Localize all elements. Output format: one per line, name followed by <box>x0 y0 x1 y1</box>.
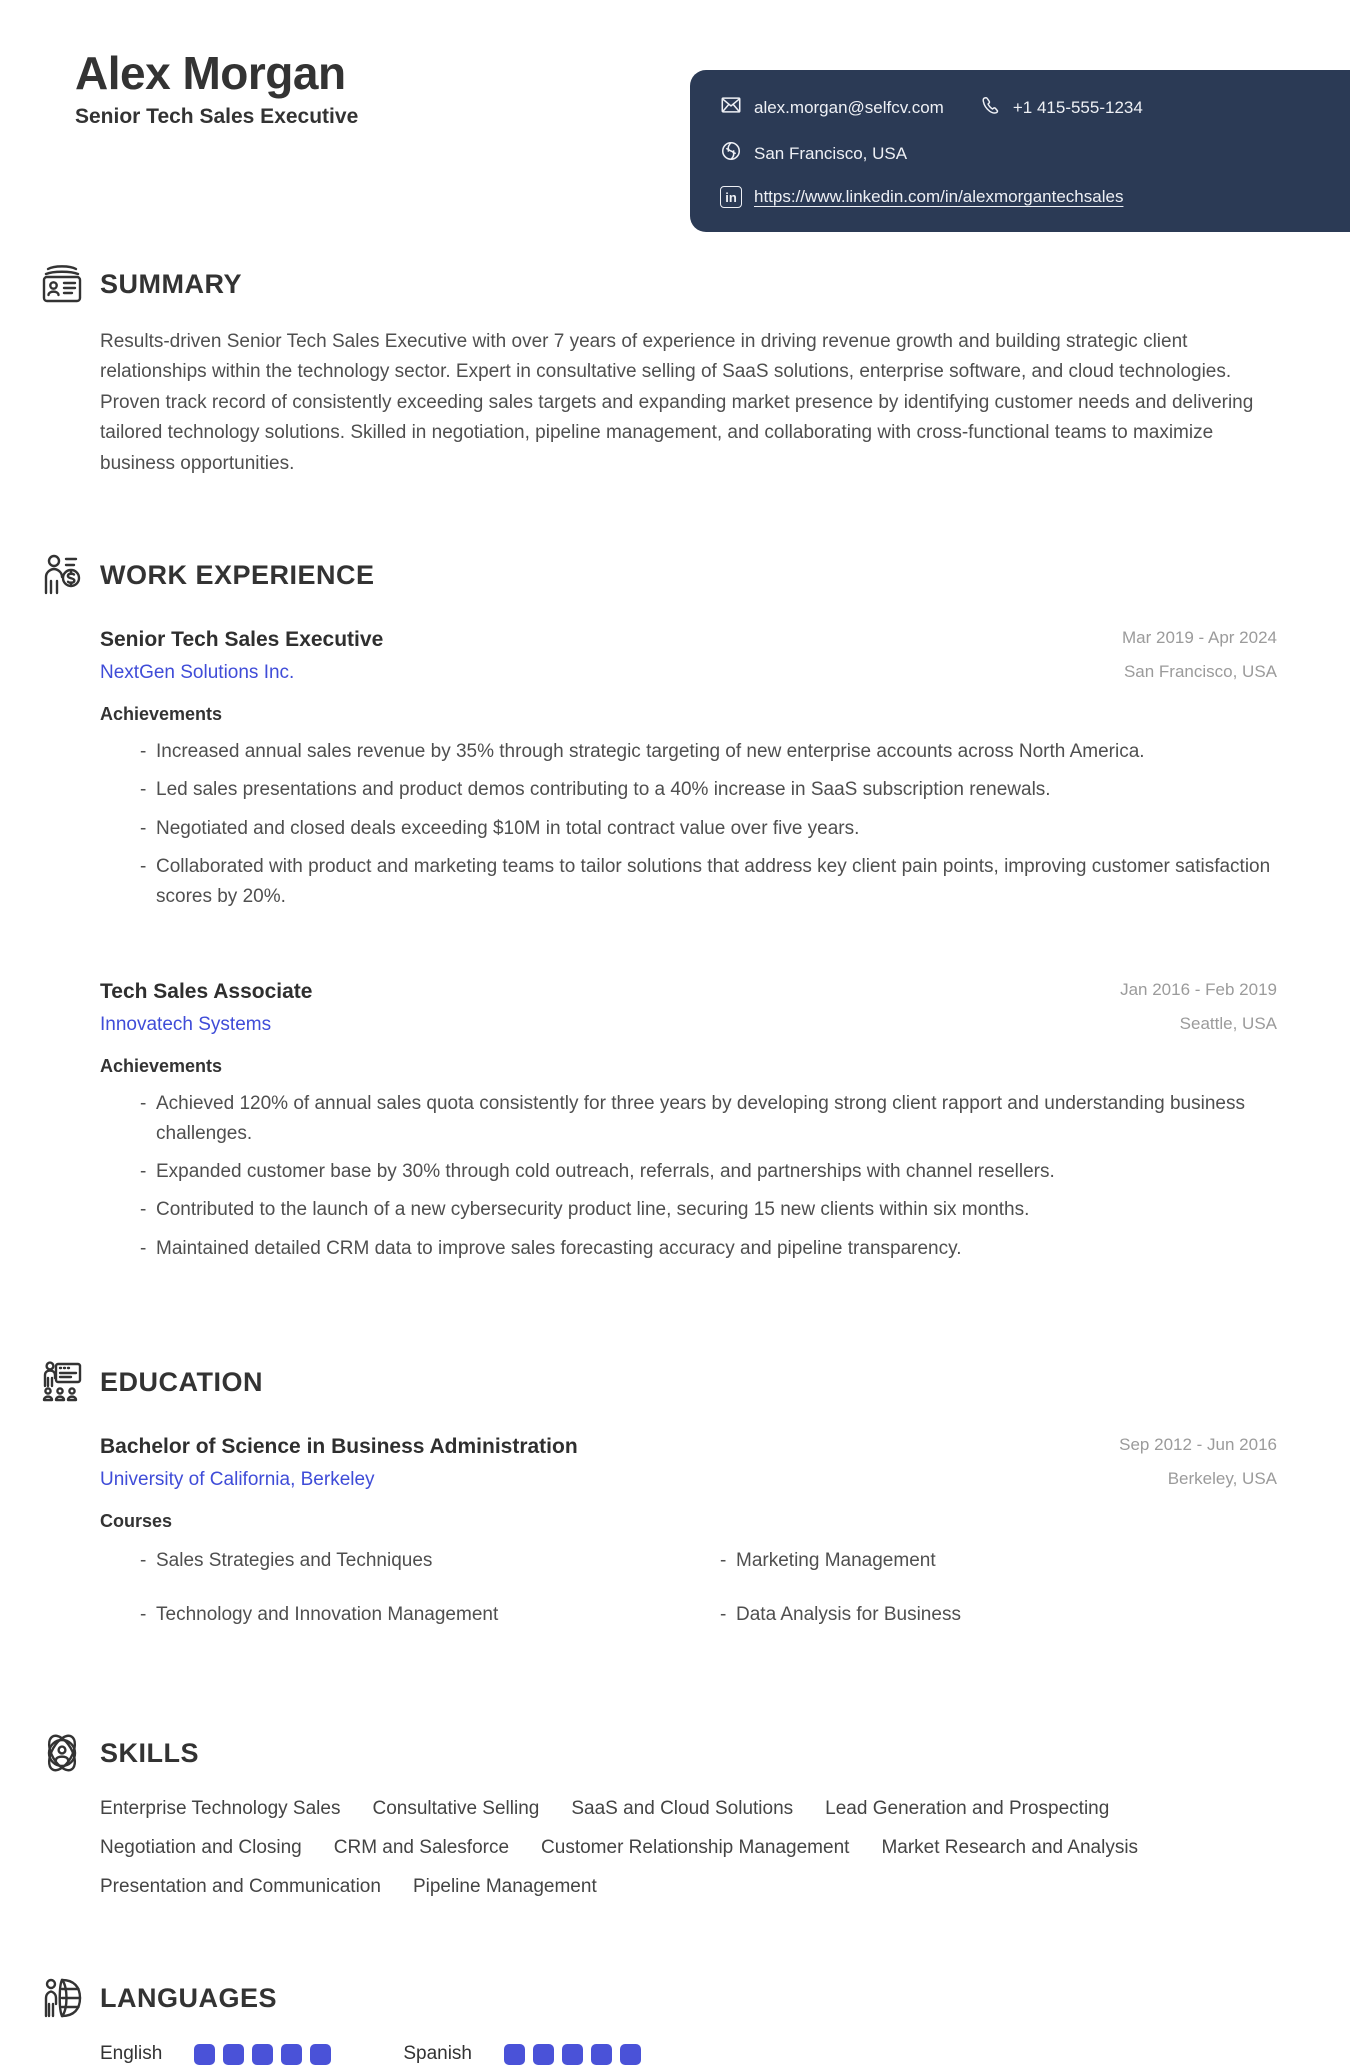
job-dates: Jan 2016 - Feb 2019 <box>1120 980 1277 1000</box>
teacher-board-icon <box>38 1358 100 1411</box>
skill-item: Market Research and Analysis <box>881 1837 1139 1859</box>
job-dates: Mar 2019 - Apr 2024 <box>1122 627 1277 647</box>
person-name: Alex Morgan <box>75 47 346 99</box>
level-square <box>562 2044 583 2065</box>
bullet-dash: - <box>140 1550 147 1572</box>
header <box>0 0 1350 232</box>
level-square <box>252 2044 273 2065</box>
phone-text[interactable]: +1 415-555-1234 <box>1012 97 1143 117</box>
email-item <box>720 94 944 121</box>
contact-card <box>690 70 1350 232</box>
bullet-dash: - <box>140 856 147 878</box>
course-item: - Marketing Management <box>680 1546 1260 1575</box>
courses-label: Courses <box>100 1511 173 1532</box>
achievements-label: Achievements <box>100 703 223 724</box>
language-name: Spanish <box>403 2043 472 2065</box>
level-square <box>504 2044 525 2065</box>
bullet-dash: - <box>140 740 147 762</box>
location-item <box>720 140 907 167</box>
job-title: Tech Sales Associate <box>100 980 313 1004</box>
level-square <box>591 2044 612 2065</box>
section-education <box>38 1358 1277 1653</box>
level-square <box>194 2044 215 2065</box>
id-card-icon <box>38 260 100 313</box>
bullet-dash: - <box>140 779 147 801</box>
contact-row-2 <box>720 140 1320 167</box>
education-entry <box>100 1435 1277 1653</box>
language-item <box>403 2043 641 2065</box>
person-globe-icon <box>38 1974 100 2027</box>
achievements-list <box>100 1089 1277 1263</box>
job-entry-1 <box>100 628 1277 911</box>
language-level-squares <box>194 2044 331 2065</box>
achievements-list <box>100 737 1277 911</box>
language-level-squares <box>504 2044 641 2065</box>
courses-column-1 <box>100 1546 680 1653</box>
school-link[interactable]: University of California, Berkeley <box>100 1469 375 1491</box>
level-square <box>281 2044 302 2065</box>
achievement-item: - Achieved 120% of annual sales quota consistently for three years by developing strong client rapport and understanding business challenges. <box>100 1089 1277 1148</box>
achievement-item: - Contributed to the launch of a new cybersecurity product line, securing 15 new clients within six months. <box>100 1195 1277 1224</box>
bullet-dash: - <box>140 1237 147 1259</box>
skills-list <box>100 1798 1277 1898</box>
envelope-icon <box>720 94 742 121</box>
location-text: San Francisco, USA <box>754 143 908 163</box>
person-dollar-icon <box>38 551 100 604</box>
achievement-item: - Expanded customer base by 30% through cold outreach, referrals, and partnerships with channel resellers. <box>100 1157 1277 1186</box>
skill-item: Presentation and Communication <box>100 1876 381 1898</box>
level-square <box>533 2044 554 2065</box>
level-square <box>223 2044 244 2065</box>
education-dates: Sep 2012 - Jun 2016 <box>1119 1435 1277 1455</box>
phone-item <box>980 95 1143 121</box>
language-item <box>100 2043 331 2065</box>
skill-item: CRM and Salesforce <box>333 1837 510 1859</box>
globe-icon <box>720 140 742 167</box>
achievement-item: - Maintained detailed CRM data to improve sales forecasting accuracy and pipeline transparency. <box>100 1234 1277 1263</box>
summary-text: Results-driven Senior Tech Sales Executive with over 7 years of experience in driving revenue growth and building strategic client relationships within the technology sector. Expert in consultative selling of SaaS solutions, enterprise software, and cloud technologies. Proven track record of consistently exceeding sales targets and expanding market presence by identifying customer needs and delivering tailored technology solutions. Skilled in negotiation, pipeline management, and collaborating with cross-functional teams to maximize business opportunities. <box>100 331 1254 474</box>
level-square <box>310 2044 331 2065</box>
bullet-dash: - <box>720 1550 727 1572</box>
contact-row-1 <box>720 94 1320 121</box>
phone-icon <box>980 95 1001 121</box>
language-name: English <box>100 2043 163 2065</box>
courses-columns <box>100 1546 1277 1653</box>
achievement-item: - Led sales presentations and product demos contributing to a 40% increase in SaaS subscription renewals. <box>100 775 1277 804</box>
courses-column-2 <box>680 1546 1260 1653</box>
languages-heading: LANGUAGES <box>100 1983 278 2014</box>
linkedin-icon: in <box>720 186 742 208</box>
job-location: San Francisco, USA <box>1123 661 1277 681</box>
skill-item: Pipeline Management <box>412 1876 597 1898</box>
email-text[interactable]: alex.morgan@selfcv.com <box>754 97 944 117</box>
education-location: Berkeley, USA <box>1167 1469 1277 1489</box>
summary-heading: SUMMARY <box>100 269 242 299</box>
bullet-dash: - <box>140 1603 147 1625</box>
languages-list <box>100 2043 1277 2065</box>
job-location: Seattle, USA <box>1179 1014 1277 1034</box>
bullet-dash: - <box>140 1161 147 1183</box>
orbit-person-icon <box>38 1729 100 1782</box>
bullet-dash: - <box>140 1199 147 1221</box>
name-block <box>75 48 358 129</box>
skill-item: Lead Generation and Prospecting <box>825 1798 1110 1820</box>
bullet-dash: - <box>720 1603 727 1625</box>
bullet-dash: - <box>140 817 147 839</box>
course-item: - Data Analysis for Business <box>680 1600 1260 1629</box>
section-summary <box>38 260 1277 479</box>
skills-heading: SKILLS <box>100 1738 200 1769</box>
contact-row-3 <box>720 186 1320 208</box>
degree-title: Bachelor of Science in Business Administration <box>100 1435 578 1459</box>
skill-item: Consultative Selling <box>372 1798 540 1820</box>
section-languages <box>38 1974 1277 2065</box>
bullet-dash: - <box>140 1093 147 1115</box>
section-skills <box>38 1729 1277 1898</box>
job-title: Senior Tech Sales Executive <box>100 627 384 651</box>
company-link[interactable]: NextGen Solutions Inc. <box>100 661 295 683</box>
linkedin-item <box>720 186 1123 208</box>
section-work-experience <box>38 551 1277 1272</box>
linkedin-link[interactable]: https://www.linkedin.com/in/alexmorgantechsales <box>754 187 1124 206</box>
skill-item: SaaS and Cloud Solutions <box>571 1798 794 1820</box>
company-link[interactable]: Innovatech Systems <box>100 1014 272 1036</box>
skill-item: Customer Relationship Management <box>541 1837 850 1859</box>
skill-item: Negotiation and Closing <box>100 1837 302 1859</box>
achievements-label: Achievements <box>100 1056 223 1077</box>
work-heading: WORK EXPERIENCE <box>100 559 375 590</box>
course-item: - Technology and Innovation Management <box>100 1600 680 1629</box>
level-square <box>620 2044 641 2065</box>
achievement-item: - Negotiated and closed deals exceeding $10M in total contract value over five years. <box>100 814 1277 843</box>
person-title: Senior Tech Sales Executive <box>75 104 359 128</box>
education-heading: EDUCATION <box>100 1367 263 1398</box>
achievement-item: - Increased annual sales revenue by 35% through strategic targeting of new enterprise accounts across North America. <box>100 737 1277 766</box>
skill-item: Enterprise Technology Sales <box>100 1798 341 1820</box>
achievement-item: - Collaborated with product and marketing teams to tailor solutions that address key client pain points, improving customer satisfaction scores by 20%. <box>100 852 1277 911</box>
job-entry-2 <box>100 980 1277 1263</box>
course-item: - Sales Strategies and Techniques <box>100 1546 680 1575</box>
